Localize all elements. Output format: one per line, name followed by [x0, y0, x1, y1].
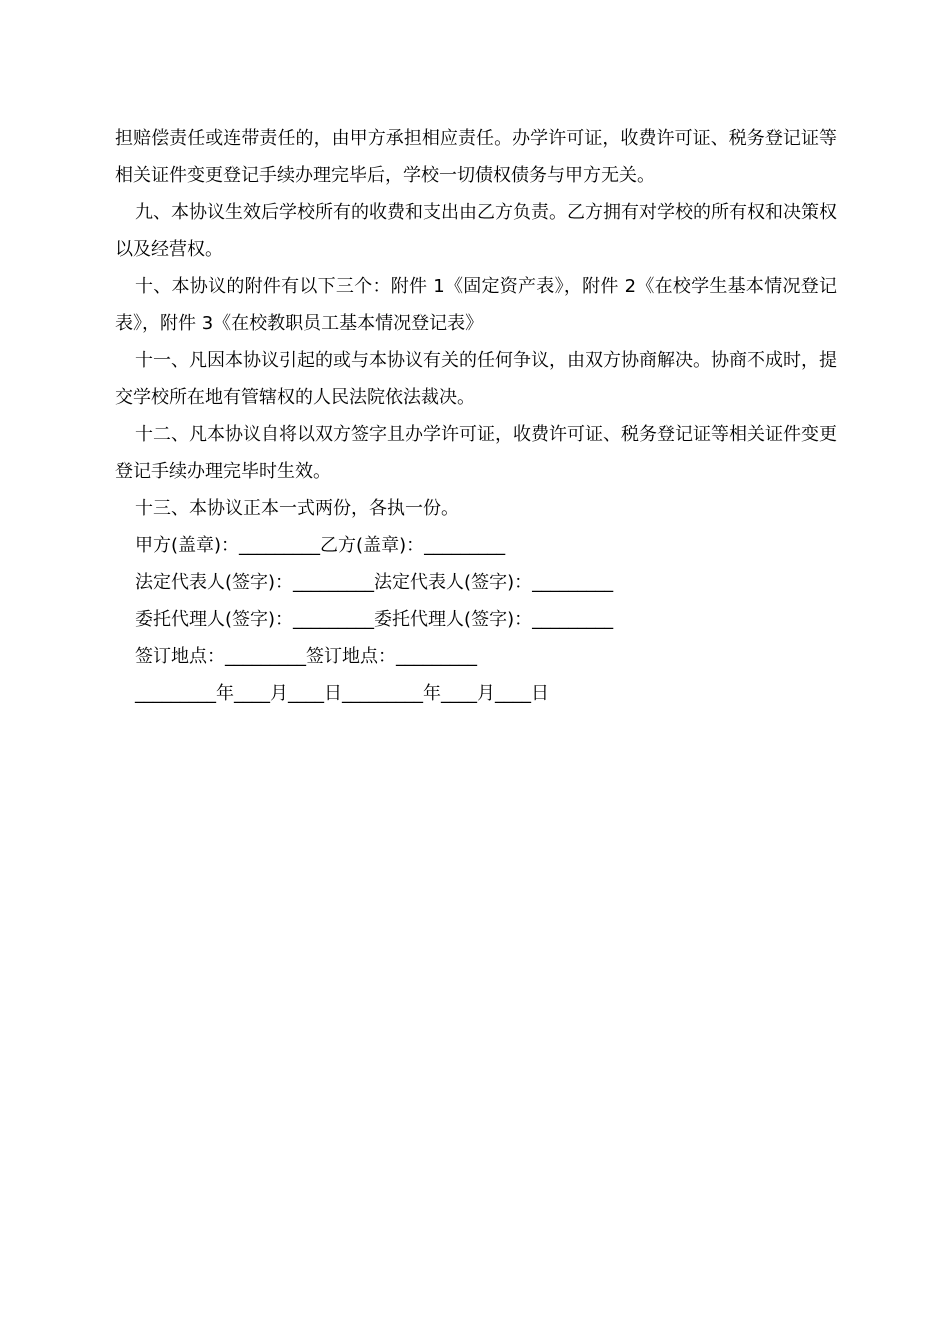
signature-line-legal-representative: 法定代表人(签字)：_________法定代表人(签字)：_________	[135, 572, 614, 593]
signature-line-signing-place: 签订地点：_________签订地点：_________	[135, 646, 477, 667]
signature-line-authorized-agent: 委托代理人(签字)：_________委托代理人(签字)：_________	[135, 609, 614, 630]
document-body	[115, 120, 837, 712]
signature-line-date: _________年____月____日_________年____月____日	[135, 683, 549, 704]
signature-line-seal: 甲方(盖章)：_________乙方(盖章)：_________	[135, 535, 506, 556]
paragraph-clause-nine: 九、本协议生效后学校所有的收费和支出由乙方负责。乙方拥有对学校的所有权和决策权以及经营权。	[115, 202, 837, 260]
paragraph-clause-ten: 十、本协议的附件有以下三个：附件 1《固定资产表》，附件 2《在校学生基本情况登记表》，附件 3《在校教职员工基本情况登记表》	[115, 276, 837, 334]
paragraph-clause-thirteen: 十三、本协议正本一式两份，各执一份。	[135, 498, 459, 519]
paragraph-liability-continuation: 担赔偿责任或连带责任的，由甲方承担相应责任。办学许可证，收费许可证、税务登记证等相关证件变更登记手续办理完毕后，学校一切债权债务与甲方无关。	[115, 128, 837, 186]
paragraph-clause-eleven: 十一、凡因本协议引起的或与本协议有关的任何争议，由双方协商解决。协商不成时，提交学校所在地有管辖权的人民法院依法裁决。	[115, 350, 837, 408]
paragraph-clause-twelve: 十二、凡本协议自将以双方签字且办学许可证，收费许可证、税务登记证等相关证件变更登记手续办理完毕时生效。	[115, 424, 837, 482]
